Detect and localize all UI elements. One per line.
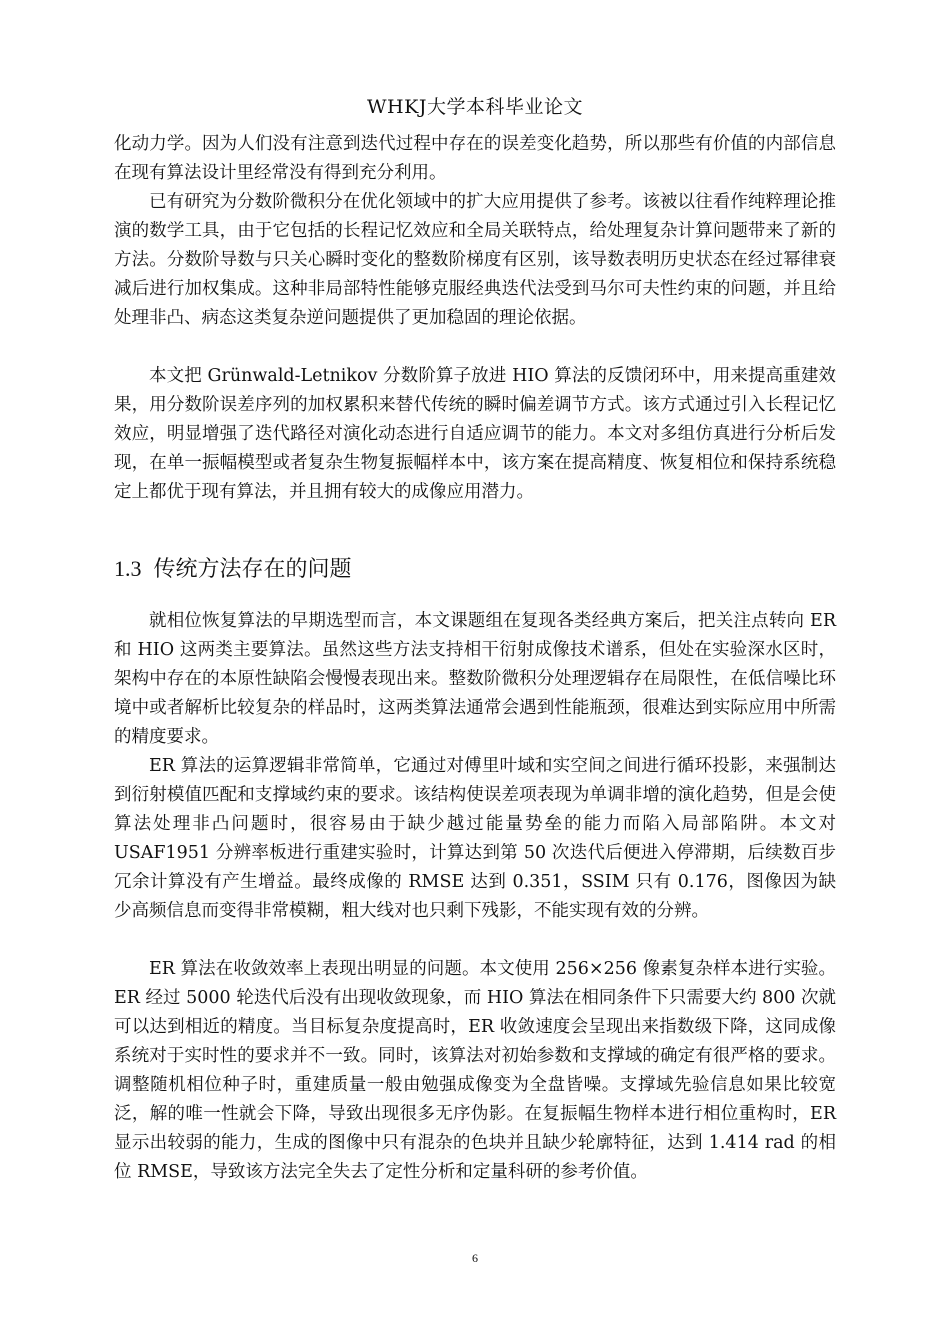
paragraph-continuation: 化动力学。因为人们没有注意到迭代过程中存在的误差变化趋势，所以那些有价值的内部信息在现有算法设计里经常没有得到充分利用。: [114, 134, 836, 183]
paragraph-proposed-method: 本文把 Grünwald-Letnikov 分数阶算子放进 HIO 算法的反馈闭环中，用来提高重建效果，用分数阶误差序列的加权累积来替代传统的瞬时偏差调节方式。该方式通过引入长程记忆效应，明显增强了迭代路径对演化动态进行自适应调节的能力。本文对多组仿真进行分析后发现，在单一振幅模型或者复杂生物复振幅样本中，该方案在提高精度、恢复相位和保持系统稳定上都优于现有算法，并且拥有较大的成像应用潜力。: [114, 366, 836, 502]
paragraph-fractional-calculus: 已有研究为分数阶微积分在优化领域中的扩大应用提供了参考。该被以往看作纯粹理论推演的数学工具，由于它包括的长程记忆效应和全局关联特点，给处理复杂计算问题带来了新的方法。分数阶导数与只关心瞬时变化的整数阶梯度有区别，该导数表明历史状态在经过幂律衰减后进行加权集成。这种非局部特性能够克服经典迭代法受到马尔可夫性约束的问题，并且给处理非凸、病态这类复杂逆问题提供了更加稳固的理论依据。: [114, 192, 836, 328]
section-heading: [114, 552, 352, 587]
paragraph-er-algorithm: ER 算法的运算逻辑非常简单，它通过对傅里叶域和实空间之间进行循环投影，来强制达到衍射模值匹配和支撑域约束的要求。该结构使误差项表现为单调非增的演化趋势，但是会使算法处理非凸问题时，很容易由于缺少越过能量势垒的能力而陷入局部陷阱。本文对 USAF1951 分辨率板进行重建实验时，计算达到第 50 次迭代后便进入停滞期，后续数百步冗余计算没有产生增益。最终成像的 RMSE 达到 0.351，SSIM 只有 0.176，图像因为缺少高频信息而变得非常模糊，粗大线对也只剩下残影，不能实现有效的分辨。: [114, 756, 836, 921]
paragraph-early-selection: 就相位恢复算法的早期选型而言，本文课题组在复现各类经典方案后，把关注点转向 ER 和 HIO 这两类主要算法。虽然这些方法支持相干衍射成像技术谱系，但处在实验深水区时，架构中存在的本原性缺陷会慢慢表现出来。整数阶微积分处理逻辑存在局限性，在低信噪比环境中或者解析比较复杂的样品时，这两类算法通常会遇到性能瓶颈，很难达到实际应用中所需的精度要求。: [114, 611, 836, 747]
section-number: 1.3: [114, 556, 142, 581]
page-header: WHKJ大学本科毕业论文: [367, 96, 583, 118]
page-number: 6: [472, 1251, 478, 1265]
paragraph-er-convergence: ER 算法在收敛效率上表现出明显的问题。本文使用 256×256 像素复杂样本进行实验。ER 经过 5000 轮迭代后没有出现收敛现象，而 HIO 算法在相同条件下只需要大约 800 次就可以达到相近的精度。当目标复杂度提高时，ER 收敛速度会呈现出来指数级下降，这同成像系统对于实时性的要求并不一致。同时，该算法对初始参数和支撑域的确定有很严格的要求。调整随机相位种子时，重建质量一般由勉强成像变为全盘皆噪。支撑域先验信息如果比较宽泛，解的唯一性就会下降，导致出现很多无序伪影。在复振幅生物样本进行相位重构时，ER 显示出较弱的能力，生成的图像中只有混杂的色块并且缺少轮廓特征，达到 1.414 rad 的相位 RMSE，导致该方法完全失去了定性分析和定量科研的参考价值。: [114, 959, 836, 1182]
section-title-text: 传统方法存在的问题: [153, 557, 352, 582]
